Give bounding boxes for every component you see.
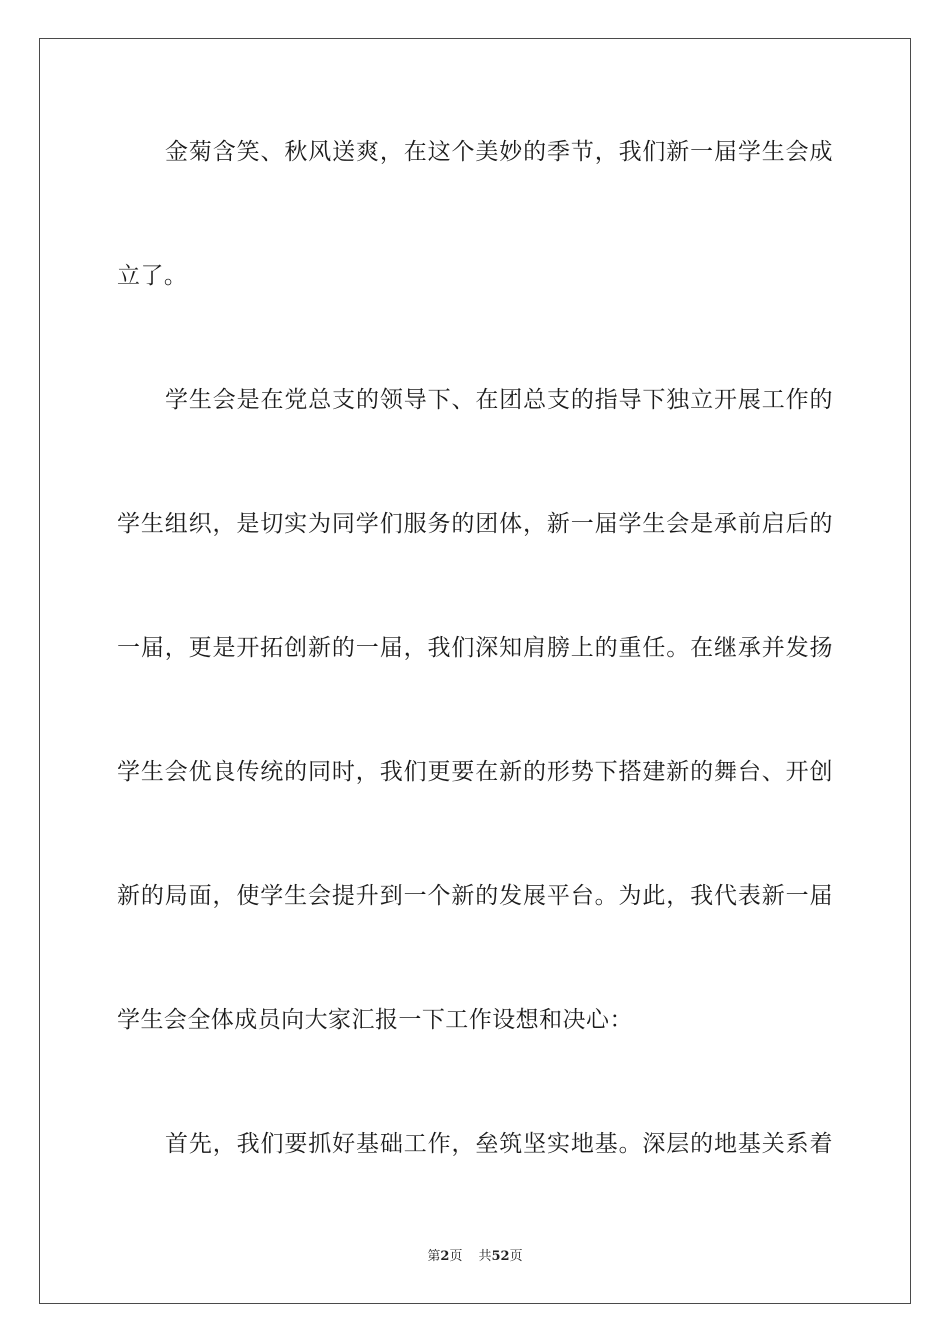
page-footer (0, 1248, 950, 1266)
total-suffix: 页 (509, 1249, 523, 1264)
paragraph-2-line-2: 学生组织，是切实为同学们服务的团体，新一届学生会是承前启后的 (117, 511, 833, 537)
paragraph-2-line-3: 一届，更是开拓创新的一届，我们深知肩膀上的重任。在继承并发扬 (117, 635, 833, 661)
paragraph-2-line-1: 学生会是在党总支的领导下、在团总支的指导下独立开展工作的 (165, 387, 833, 413)
page-border (39, 38, 911, 1304)
paragraph-2-line-4: 学生会优良传统的同时，我们更要在新的形势下搭建新的舞台、开创 (117, 759, 833, 785)
page-suffix: 页 (449, 1249, 463, 1264)
paragraph-1-line-2: 立了。 (117, 263, 188, 289)
paragraph-2-line-5: 新的局面，使学生会提升到一个新的发展平台。为此，我代表新一届 (117, 883, 833, 909)
page-number: 2 (440, 1249, 450, 1264)
total-prefix: 共 (478, 1249, 492, 1264)
paragraph-2-line-6: 学生会全体成员向大家汇报一下工作设想和决心： (117, 1007, 633, 1033)
page-prefix: 第 (427, 1249, 441, 1264)
paragraph-3-line-1: 首先，我们要抓好基础工作，垒筑坚实地基。深层的地基关系着 (165, 1131, 833, 1157)
total-pages: 52 (491, 1249, 510, 1264)
paragraph-1-line-1: 金菊含笑、秋风送爽，在这个美妙的季节，我们新一届学生会成 (165, 139, 833, 165)
